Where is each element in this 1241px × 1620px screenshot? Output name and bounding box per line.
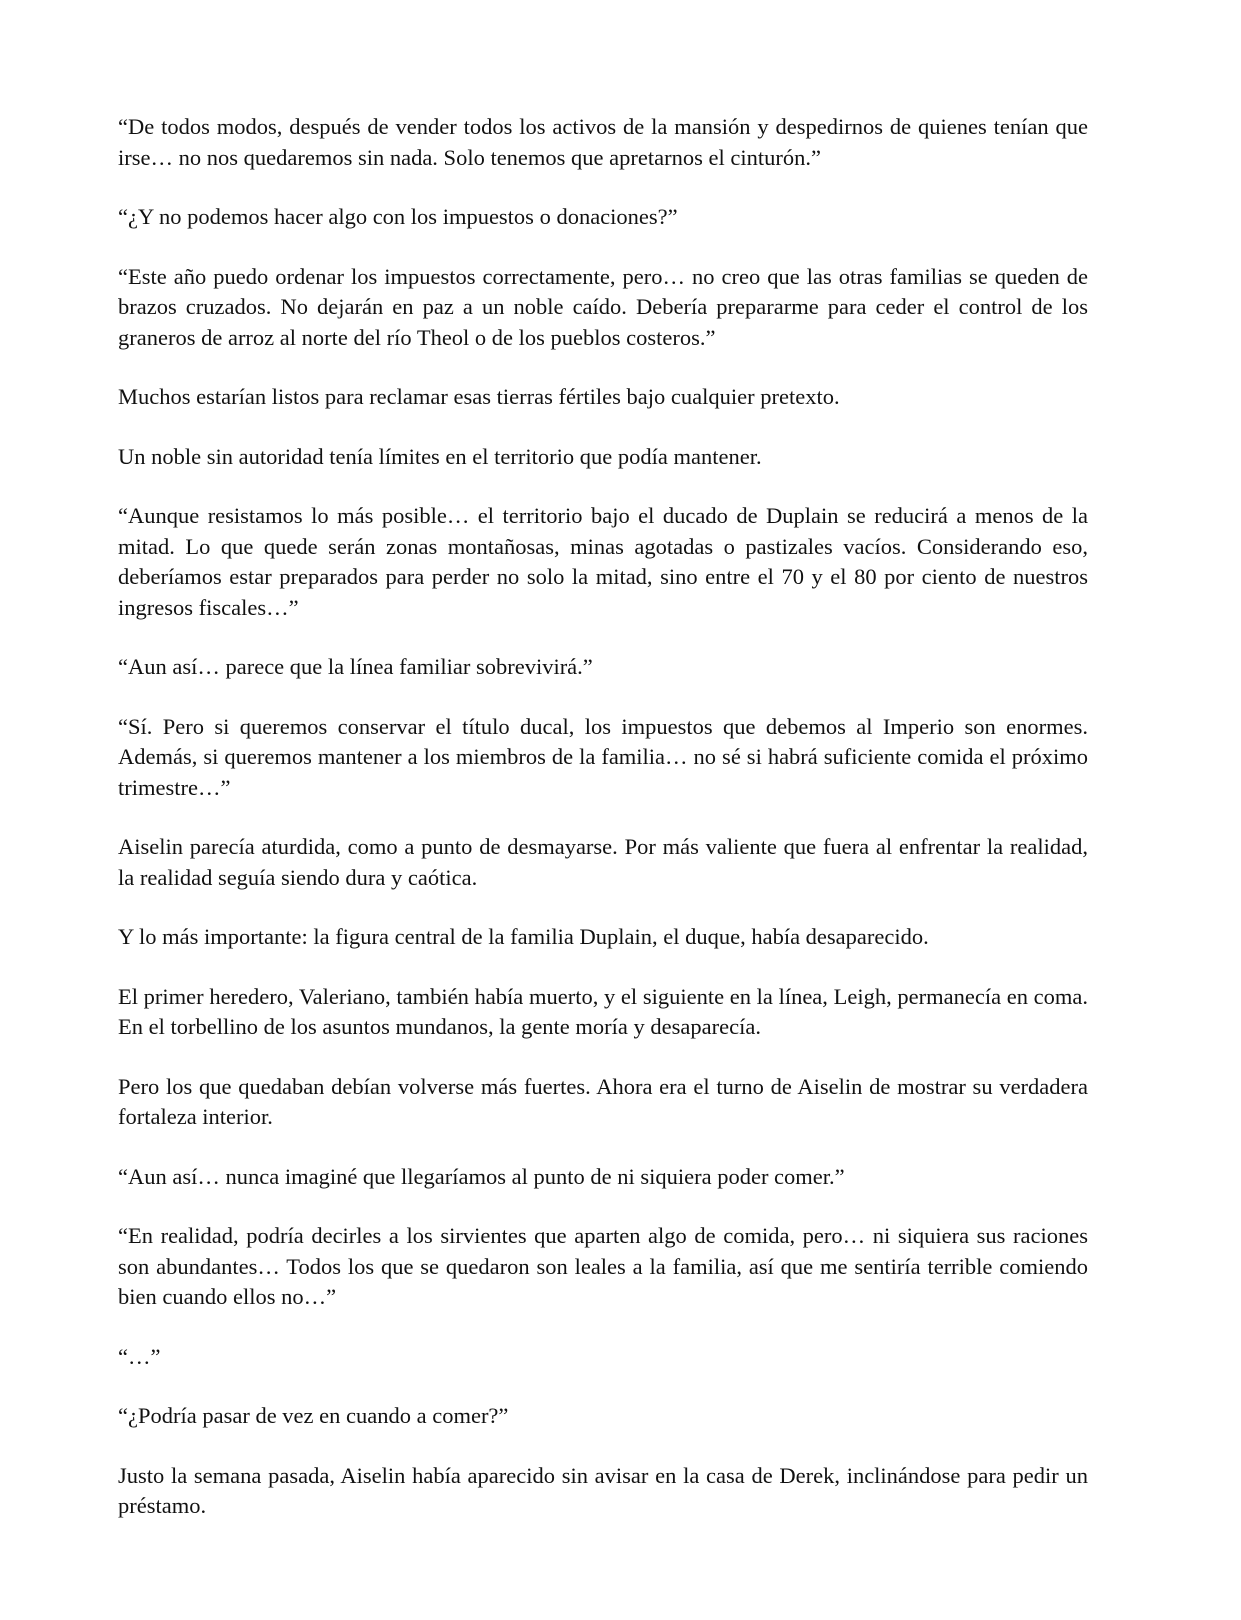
paragraph: “Este año puedo ordenar los impuestos correctamente, pero… no creo que las otras familias se queden de brazos cruzados. No dejarán en paz a un noble caído. Debería prepararme para ceder el control de los graneros de arroz al norte del río Theol o de los pueblos costeros.” <box>118 263 1088 350</box>
paragraph: Un noble sin autoridad tenía límites en el territorio que podía mantener. <box>118 443 762 469</box>
paragraph: Muchos estarían listos para reclamar esas tierras fértiles bajo cualquier pretexto. <box>118 384 840 409</box>
paragraph: Pero los que quedaban debían volverse más fuertes. Ahora era el turno de Aiselin de mostrar su verdadera fortaleza interior. <box>118 1073 1088 1129</box>
paragraph: “Aun así… parece que la línea familiar sobrevivirá.” <box>118 654 593 679</box>
paragraph: “…” <box>118 1343 161 1369</box>
paragraph: “En realidad, podría decirles a los sirvientes que aparten algo de comida, pero… ni siquiera sus raciones son abundantes… Todos los que se quedaron son leales a la familia, así que me sentiría terrible comiendo bien cuando ellos no…” <box>118 1223 1088 1309</box>
paragraph: “¿Podría pasar de vez en cuando a comer?” <box>118 1403 509 1428</box>
paragraph: “De todos modos, después de vender todos los activos de la mansión y despedirnos de quienes tenían que irse… no nos quedaremos sin nada. Solo tenemos que apretarnos el cinturón.” <box>118 114 1088 170</box>
paragraph: “Aun así… nunca imaginé que llegaríamos al punto de ni siquiera poder comer.” <box>118 1163 845 1189</box>
paragraph: Aiselin parecía aturdida, como a punto de desmayarse. Por más valiente que fuera al enfrentar la realidad, la realidad seguía siendo dura y caótica. <box>118 834 1088 890</box>
paragraph: “Aunque resistamos lo más posible… el territorio bajo el ducado de Duplain se reducirá a menos de la mitad. Lo que quede serán zonas montañosas, minas agotadas o pastizales vacíos. Considerando eso, deberíamos estar preparados para perder no solo la mitad, sino entre el 70 y el 80 por ciento de nuestros ingresos fiscales…” <box>118 503 1088 620</box>
document-page <box>118 112 1088 1522</box>
paragraph: Justo la semana pasada, Aiselin había aparecido sin avisar en la casa de Derek, inclinándose para pedir un préstamo. <box>118 1462 1088 1518</box>
paragraph: El primer heredero, Valeriano, también había muerto, y el siguiente en la línea, Leigh, permanecía en coma. En el torbellino de los asuntos mundanos, la gente moría y desaparecía. <box>118 983 1088 1039</box>
paragraph: Y lo más importante: la figura central de la familia Duplain, el duque, había desaparecido. <box>118 924 929 949</box>
paragraph: “¿Y no podemos hacer algo con los impuestos o donaciones?” <box>118 204 678 229</box>
paragraph: “Sí. Pero si queremos conservar el título ducal, los impuestos que debemos al Imperio son enormes. Además, si queremos mantener a los miembros de la familia… no sé si habrá suficiente comida el próximo trimestre…” <box>118 713 1088 800</box>
